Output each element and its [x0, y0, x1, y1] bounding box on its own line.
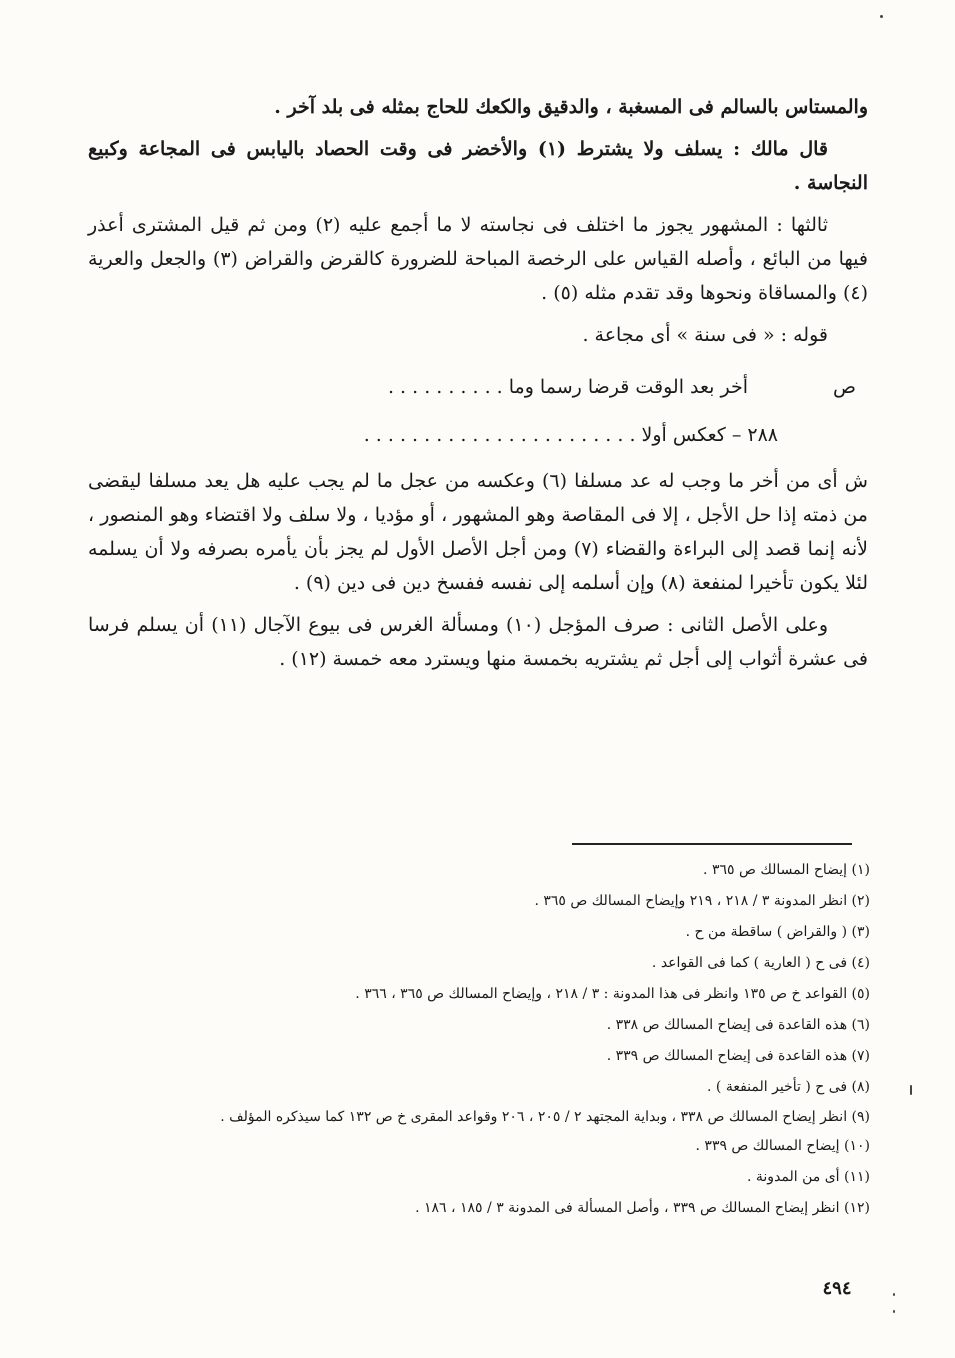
footnote: (٧) هذه القاعدة فى إيضاح المسالك ص ٣٣٩ . — [606, 1048, 870, 1064]
commentary-paragraph-1: ش أى من أخر ما وجب له عد مسلفا (٦) وعكسه من عجل ما لم يجب عليه هل يعد مسلفا ليقضى من ذمته إذا حل الأجل ، إلا فى المقاصة وهو المشهور ، أو مؤديا ، ولا سلف ولا اقتضاء وهو المنصور ، لأنه إنما قصد إلى البراءة والقضاء (٧) ومن أجل الأصل الأول لم يجز بأن يأمره بصرفه ولا أن يسلمه لئلا يكون تأخيرا لمنفعة (٨) وإن أسلمه إلى نفسه ففسخ دين فى دين (٩) . — [88, 470, 868, 594]
scan-speck — [880, 15, 883, 18]
footnote: (١٢) انظر إيضاح المسالك ص ٣٣٩ ، وأصل المسألة فى المدونة ٣ / ١٨٥ ، ١٨٦ . — [415, 1200, 870, 1216]
footnote: (٨) فى ح ( تأخير المنفعة ) . — [707, 1079, 870, 1095]
footnote: (٩) انظر إيضاح المسالك ص ٣٣٨ ، وبداية المجتهد ٢ / ٢٠٥ ، ٢٠٦ وقواعد المقرى خ ص ١٣٢ كما سيذكره المؤلف . — [220, 1109, 870, 1125]
footnote: (١١) أى من المدونة . — [747, 1169, 870, 1185]
paragraph-4: قوله : « فى سنة » أى مجاعة . — [582, 324, 828, 346]
footnote-separator — [572, 843, 852, 845]
footnote: (٦) هذه القاعدة فى إيضاح المسالك ص ٣٣٨ . — [606, 1017, 870, 1033]
footnote: (٤) فى ح ( العارية ) كما فى القواعد . — [651, 955, 870, 971]
scan-speck — [910, 1085, 912, 1095]
footnotes — [80, 855, 870, 1224]
main-text — [88, 90, 868, 684]
verse-block — [88, 360, 868, 456]
scan-speck — [893, 1310, 895, 1313]
footnote: (٣) ( والقراض ) ساقطة من ح . — [685, 924, 870, 940]
verse-line-2: ٢٨٨ – كعكس أولا . . . . . . . . . . . . . . . . . . . . . . . — [363, 424, 778, 446]
commentary-paragraph-2: وعلى الأصل الثانى : صرف المؤجل (١٠) ومسألة الغرس فى بيوع الآجال (١١) أن يسلم فرسا فى عشرة أثواب إلى أجل ثم يشتريه بخمسة منها ويسترد معه خمسة (١٢) . — [88, 614, 868, 670]
footnote: (١٠) إيضاح المسالك ص ٣٣٩ . — [695, 1138, 870, 1154]
verse-line-1: أخر بعد الوقت قرضا رسما وما . . . . . . . . . . — [387, 376, 748, 398]
scan-speck — [893, 1293, 895, 1296]
verse-label: ص — [833, 376, 856, 398]
paragraph-1: والمستاس بالسالم فى المسغبة ، والدقيق والكعك للحاج بمثله فى بلد آخر . — [274, 96, 868, 118]
footnote: (١) إيضاح المسالك ص ٣٦٥ . — [703, 862, 870, 878]
page-number: ٤٩٤ — [822, 1278, 852, 1299]
footnote: (٢) انظر المدونة ٣ / ٢١٨ ، ٢١٩ وإيضاح المسالك ص ٣٦٥ . — [534, 893, 870, 909]
paragraph-2: قال مالك : يسلف ولا يشترط (١) والأخضر فى وقت الحصاد باليابس فى المجاعة وكبيع النجاسة . — [88, 138, 868, 194]
footnote: (٥) القواعد خ ص ١٣٥ وانظر فى هذا المدونة : ٣ / ٢١٨ ، وإيضاح المسالك ص ٣٦٥ ، ٣٦٦ . — [355, 986, 870, 1002]
paragraph-3: ثالثها : المشهور يجوز ما اختلف فى نجاسته لا ما أجمع عليه (٢) ومن ثم قيل المشترى أعذر فيها من البائع ، وأصله القياس على الرخصة المباحة للضرورة كالقرض والقراض (٣) والجعل والعرية (٤) والمساقاة ونحوها وقد تقدم مثله (٥) . — [88, 214, 868, 304]
